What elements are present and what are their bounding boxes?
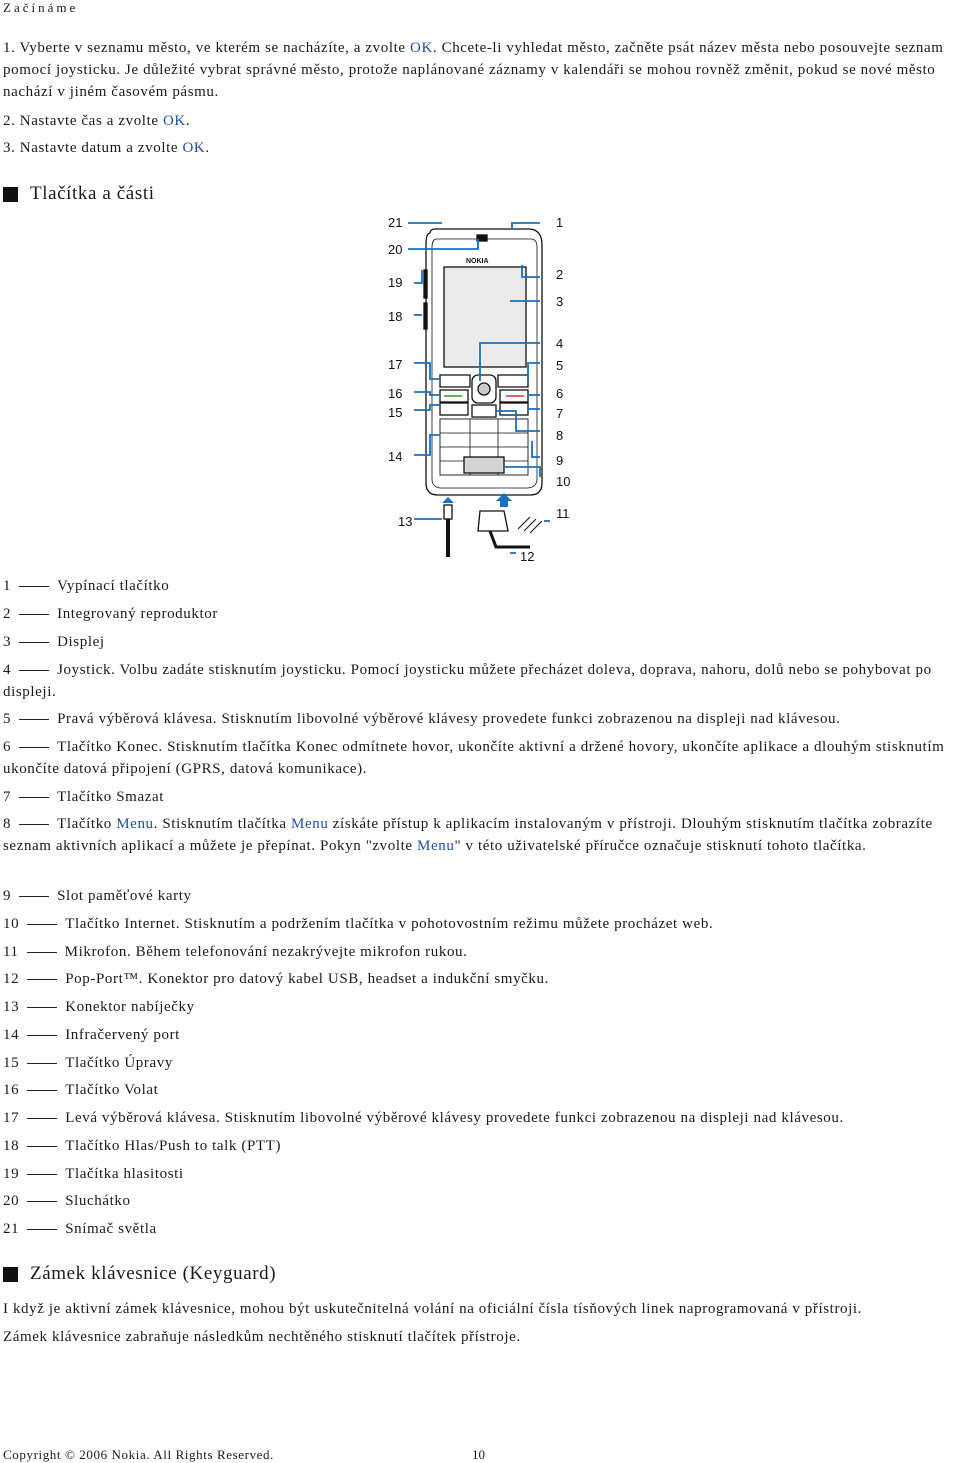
part-item-12: 12 Pop-Port™. Konektor pro datový kabel USB, headset a indukční smyčku. [3,971,549,987]
figure-label-21: 21 [388,215,403,230]
nokia-logo: NOKIA [466,258,489,265]
figure-label-15: 15 [388,405,403,420]
part-item-3: 3 Displej [3,634,105,650]
intro-step-2 [3,110,954,132]
part-item-5: 5 Pravá výběrová klávesa. Stisknutím libovolné výběrové klávesy provedete funkci zobrazenou na displeji nad klávesou. [3,711,841,727]
keyguard-paragraph-2: Zámek klávesnice zabraňuje následkům nechtěného stisknutí tlačítek přístroje. [3,1329,521,1345]
step2-ok-keyword: OK [162,113,186,129]
running-head: Začínáme [3,0,79,15]
figure-label-16: 16 [388,386,403,401]
step3-ok-keyword: OK [182,140,206,156]
step3-text: 3. Nastavte datum a zvolte [3,140,183,156]
section-title: Zámek klávesnice (Keyguard) [30,1263,277,1284]
figure-label-14: 14 [388,449,403,464]
figure-label-18: 18 [388,309,403,324]
part-item-20: 20 Sluchátko [3,1193,131,1209]
part-item-4: 4 Joystick. Volbu zadáte stisknutím joysticku. Pomocí joysticku můžete přecházet doleva, doprava, nahoru, dolů nebo se pohybovat po displeji. [3,662,932,700]
figure-label-2: 2 [556,267,564,282]
part-item-1: 1 Vypínací tlačítko [3,578,170,594]
charger-connector [444,505,452,519]
keyguard-paragraph-1: I když je aktivní zámek klávesnice, mohou být uskutečnitelná volání na oficiální čísla tísňových linek naprogramovaná v přístroji. [3,1301,863,1317]
up-arrow-icon [442,497,454,503]
menu-keyword: Menu [417,838,455,854]
figure-label-6: 6 [556,386,564,401]
figure-label-8: 8 [556,428,564,443]
part-item-15: 15 Tlačítko Úpravy [3,1055,173,1071]
edit-key [440,403,468,415]
pop-port-connector [478,511,508,531]
intro-step-3 [3,137,954,159]
part-item-21: 21 Snímač světla [3,1221,157,1237]
step1-text: 1. Vyberte v seznamu město, ve kterém se nacházíte, a zvolte [3,40,411,56]
figure-label-1: 1 [556,215,564,230]
section-heading-keyguard [3,1263,276,1285]
step1-text-cont: . Chcete-li vyhledat město, začněte psát název města nebo posouvejte seznam pomocí joysticku. Je důležité vybrat správné město, protože naplánované záznamy v kalendáři se mohou rovněž změnit, pokud se nové město nachází v jiném časovém pásmu. [3,40,944,100]
part-item-7: 7 Tlačítko Smazat [3,789,164,805]
step1-ok-keyword: OK [410,40,433,56]
right-soft-key [498,375,528,387]
part-item-9: 9 Slot paměťové karty [3,888,192,904]
part-item-8: 8 Tlačítko Menu. Stisknutím tlačítka Menu získáte přístup k aplikacím instalovaným v přístroji. Dlouhým stisknutím tlačítka zobrazíte seznam aktivních aplikací a můžete je přepínat. Pokyn "zvolte Menu" v této uživatelské příručce označuje stisknutí tohoto tlačítka. [3,816,933,854]
figure-label-5: 5 [556,358,564,373]
section-heading-parts [3,183,155,205]
page-number: 10 [472,1447,485,1462]
menu-key [472,405,496,417]
menu-keyword: Menu [291,816,329,832]
part-item-17: 17 Levá výběrová klávesa. Stisknutím libovolné výběrové klávesy provedete funkci zobrazenou na displeji nad klávesou. [3,1110,844,1126]
step2-text: 2. Nastavte čas a zvolte [3,113,163,129]
figure-label-11: 11 [556,506,570,521]
step2-text-end: . [185,113,191,129]
display [444,267,526,367]
figure-label-19: 19 [388,275,403,290]
copyright: Copyright © 2006 Nokia. All Rights Reserved. [3,1447,274,1462]
figure-label-3: 3 [556,294,564,309]
intro-step-1 [3,37,954,103]
figure-label-20: 20 [388,242,403,257]
figure-label-7: 7 [556,406,564,421]
figure-label-13: 13 [398,514,413,529]
part-item-13: 13 Konektor nabíječky [3,999,195,1015]
part-item-10: 10 Tlačítko Internet. Stisknutím a podržením tlačítka v pohotovostním režimu můžete procházet web. [3,916,714,932]
figure-label-12: 12 [520,549,535,564]
section-title: Tlačítka a části [30,183,155,204]
menu-keyword: Menu [116,816,154,832]
part-item-11: 11 Mikrofon. Během telefonování nezakrývejte mikrofon rukou. [3,944,468,960]
phone-diagram [380,205,590,567]
part-item-18: 18 Tlačítko Hlas/Push to talk (PTT) [3,1138,282,1154]
part-item-6: 6 Tlačítko Konec. Stisknutím tlačítka Konec odmítnete hovor, ukončíte aktivní a držené hovory, ukončíte aplikace a dlouhým stisknutím ukončíte datová připojení (GPRS, datová komunikace). [3,739,945,777]
clear-key [500,403,528,415]
internet-key [464,457,504,473]
step3-text-end: . [205,140,210,156]
left-soft-key [440,375,470,387]
heading-bullet-icon [3,187,18,202]
joystick-center-icon [478,383,490,395]
figure-label-4: 4 [556,336,564,351]
figure-label-9: 9 [556,453,564,468]
figure-label-17: 17 [388,357,403,372]
part-item-16: 16 Tlačítko Volat [3,1082,159,1098]
part-item-2: 2 Integrovaný reproduktor [3,606,218,622]
part-item-14: 14 Infračervený port [3,1027,180,1043]
heading-bullet-icon [3,1267,18,1282]
part-item-19: 19 Tlačítka hlasitosti [3,1166,184,1182]
figure-label-10: 10 [556,474,571,489]
